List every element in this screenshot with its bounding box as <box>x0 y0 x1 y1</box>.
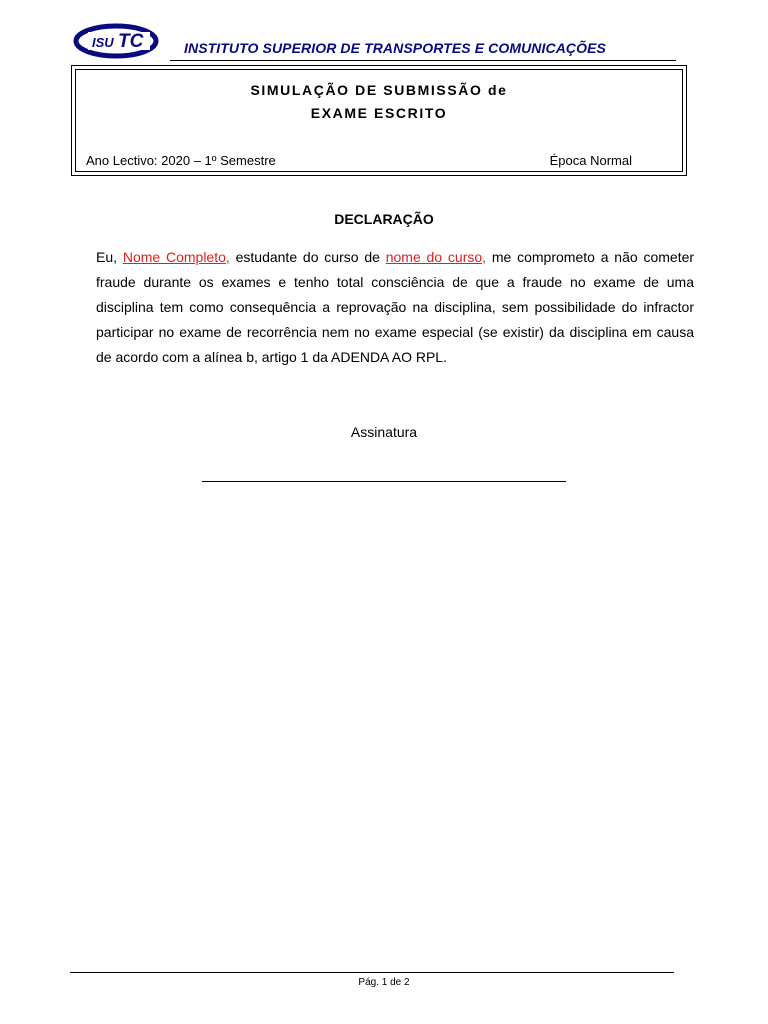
footer-rule <box>70 972 674 973</box>
title-box-inner-border <box>75 69 683 172</box>
isutc-logo <box>72 20 168 62</box>
logo-text-tc: TC <box>118 31 144 52</box>
declaration-body <box>96 245 694 370</box>
exam-season: Época Normal <box>549 153 632 168</box>
declaration-text-middle: estudante do curso de <box>235 249 380 265</box>
signature-label: Assinatura <box>350 424 418 440</box>
document-title-line2: EXAME ESCRITO <box>310 105 448 121</box>
signature-line <box>202 481 566 482</box>
course-name-placeholder: nome do curso, <box>385 249 487 265</box>
declaration-text-end: me comprometo a não cometer fraude durante os exames e tenho total consciência de que a fraude no exame de uma disciplina tem como consequência a reprovação na disciplina, sem possibilidade do infractor participar no exame de recorrência nem no exame especial (se existir) da disciplina em causa de acordo com a alínea b, artigo 1 da ADENDA AO RPL. <box>96 249 695 365</box>
full-name-placeholder: Nome Completo, <box>122 249 230 265</box>
academic-year: Ano Lectivo: 2020 – 1º Semestre <box>86 153 276 168</box>
declaration-heading: DECLARAÇÃO <box>334 211 434 227</box>
document-title-line1: SIMULAÇÃO DE SUBMISSÃO de <box>250 82 508 98</box>
institution-name: INSTITUTO SUPERIOR DE TRANSPORTES E COMUNICAÇÕES <box>184 40 606 56</box>
header-rule <box>170 60 676 61</box>
page-number: Pág. 1 de 2 <box>358 977 410 988</box>
logo-text-isu: ISU <box>92 35 114 50</box>
declaration-text-start: Eu, <box>96 249 118 265</box>
isutc-logo-graphic <box>72 20 168 62</box>
title-box <box>71 65 687 176</box>
